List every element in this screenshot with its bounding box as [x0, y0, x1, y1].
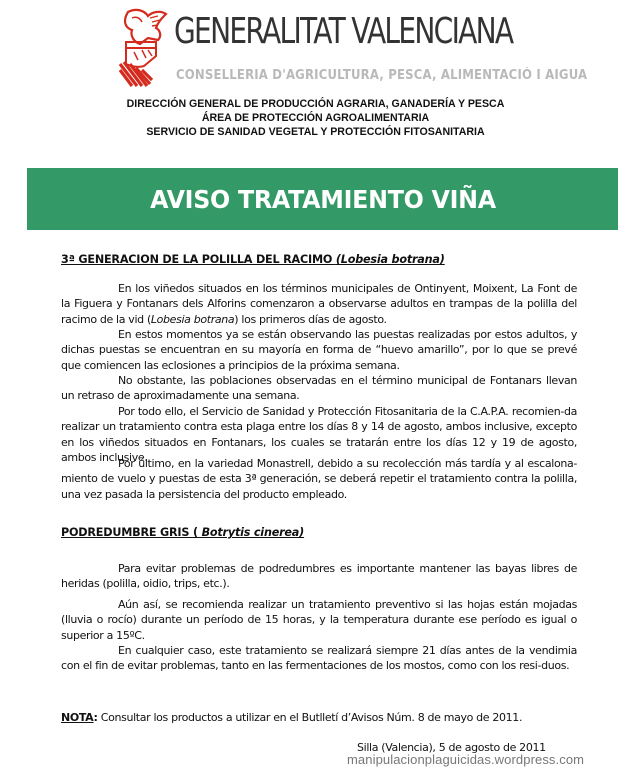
generalitat-valenciana-emblem-icon	[118, 8, 170, 88]
org-line-servicio: SERVICIO DE SANIDAD VEGETAL Y PROTECCIÓN FITOSANITARIA	[146, 126, 485, 138]
heading-species: Botrytis cinerea)	[197, 526, 305, 539]
section-heading-podredumbre	[61, 526, 304, 539]
title-banner	[27, 168, 618, 230]
logo-subtitle: CONSELLERIA D'AGRICULTURA, PESCA, ALIMENTACIÓ I AIGUA	[176, 68, 588, 83]
heading-species: (Lobesia botrana)	[335, 253, 445, 266]
paragraph-text: En los viñedos situados en los términos municipales de Ontinyent, Moixent, La Font de la Figuera y Fontanars dels Alforins comenzaron a observarse adultos en trampas de la polilla del racimo de la vid (	[61, 282, 577, 326]
paragraph: No obstante, las poblaciones observadas en el término municipal de Fontanars llevan un retraso de aproximadamente una semana.	[61, 374, 577, 403]
note	[61, 711, 522, 724]
paragraph: Por todo ello, el Servicio de Sanidad y Protección Fitosanitaria de la C.A.P.A. recomien-da realizar un tratamiento contra esta plaga entre los días 8 y 14 de agosto, ambos inclusive, excepto en los viñedos situados en Fontanars, los cuales se tratarán entre los días 12 y 19 de agosto, ambos inclusive.	[61, 405, 577, 464]
note-text: Consultar los productos a utilizar en el Butlletí d’Avisos Núm. 8 de mayo de 2011.	[97, 711, 523, 724]
signature-date: Silla (Valencia), 5 de agosto de 2011	[357, 741, 546, 754]
heading-text: 3ª GENERACION DE LA POLILLA DEL RACIMO	[61, 253, 336, 266]
species-name: Lobesia botrana	[150, 312, 235, 326]
org-line-direccion: DIRECCIÓN GENERAL DE PRODUCCIÓN AGRARIA, GANADERÍA Y PESCA	[126, 98, 505, 110]
paragraph: Por último, en la variedad Monastrell, debido a su recolección más tardía y al escalona-miento de vuelo y puestas de esta 3ª generación, se deberá repetir el tratamiento contra la polilla, una vez pasada la persistencia del producto empleado.	[61, 457, 577, 501]
watermark: manipulacionplaguicidas.wordpress.com	[347, 752, 585, 767]
heading-text: PODREDUMBRE GRIS (	[61, 526, 198, 539]
paragraph: En cualquier caso, este tratamiento se realizará siempre 21 días antes de la vendimia con el fin de evitar problemas, tanto en las fermentaciones de los mostos, como con los resi-duos.	[61, 644, 577, 673]
paragraph	[61, 281, 577, 327]
organization-header	[0, 97, 631, 139]
section-heading-polilla	[61, 253, 445, 266]
logo-title: GENERALITAT VALENCIANA	[174, 11, 513, 52]
paragraph: Aún así, se recomienda realizar un tratamiento preventivo si las hojas están mojadas (lluvia o rocío) durante un período de 15 horas, y la temperatura durante ese período es igual o superior a 15ºC.	[61, 598, 577, 642]
org-line-area: ÁREA DE PROTECCIÓN AGROALIMENTARIA	[201, 112, 430, 124]
paragraph: En estos momentos ya se están observando las puestas realizadas por estos adultos, y dichas puestas se encuentran en su mayoría en forma de “huevo amarillo”, por lo que se prevé que comiencen las eclosiones a principios de la próxima semana.	[61, 328, 577, 372]
note-colon: :	[93, 711, 98, 724]
paragraph: Para evitar problemas de podredumbres es importante mantener las bayas libres de heridas (polilla, oidio, trips, etc.).	[61, 562, 577, 591]
document-title: AVISO TRATAMIENTO VIÑA	[149, 184, 496, 214]
paragraph-text: ) los primeros días de agosto.	[234, 312, 387, 326]
logo	[118, 8, 588, 88]
note-label: NOTA	[61, 711, 94, 724]
